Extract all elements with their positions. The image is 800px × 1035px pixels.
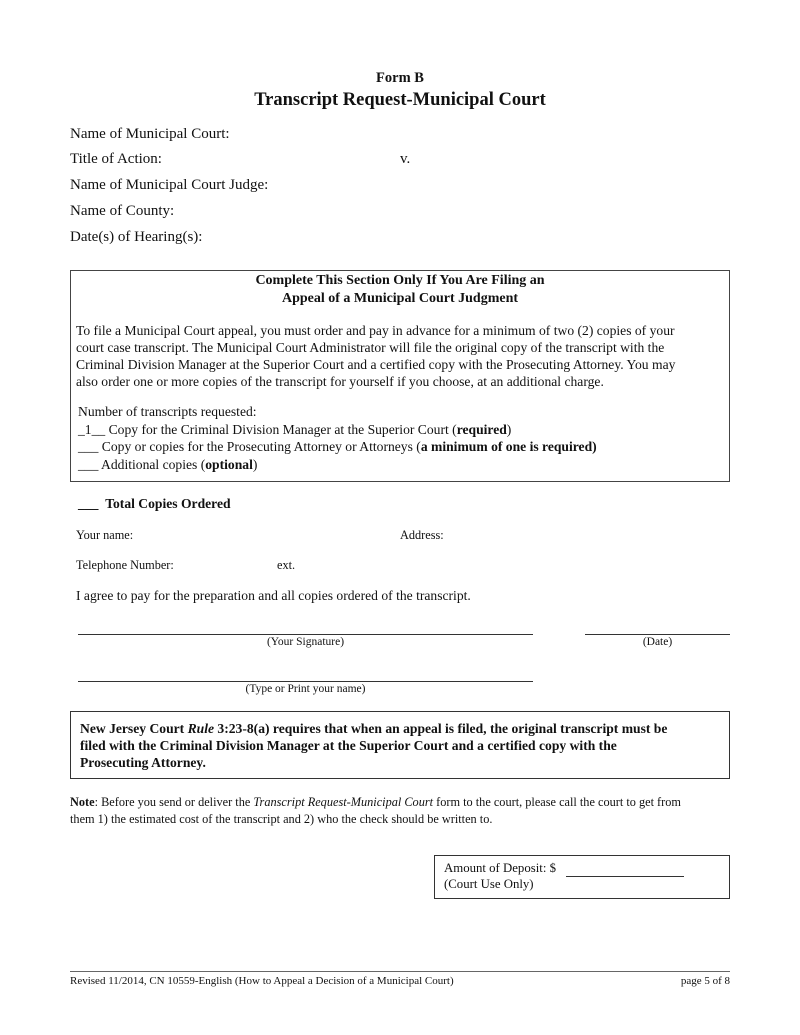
item-end: ) (252, 457, 258, 472)
deposit-amount-line[interactable] (566, 876, 684, 877)
total-copies (78, 496, 231, 512)
telephone-label: Telephone Number: (76, 558, 174, 572)
county-label: Name of County: (70, 203, 175, 219)
your-name-label: Your name: (76, 528, 134, 542)
rule-line-1 (80, 721, 667, 737)
transcript-item-criminal (78, 422, 511, 438)
ext-label: ext. (277, 558, 296, 572)
page-title: Transcript Request-Municipal Court (254, 90, 546, 110)
rule-italic: Rule (187, 721, 215, 736)
printed-name-label: (Type or Print your name) (245, 683, 366, 695)
appeal-heading-1: Complete This Section Only If You Are Filing an (255, 273, 545, 288)
footer-divider (70, 971, 730, 972)
rule-text: New Jersey Court (80, 721, 188, 736)
item-text: Copy or copies for the Prosecuting Attorney or Attorneys ( (101, 439, 421, 454)
rule-line-2: filed with the Criminal Division Manager at the Superior Court and a certified copy with the (80, 738, 617, 753)
rule-text: 3:23-8(a) requires that when an appeal is filed, the original transcript must be (214, 721, 668, 736)
item-text: Additional copies ( (101, 457, 206, 472)
signature-line[interactable] (78, 634, 533, 635)
appeal-paragraph-line: To file a Municipal Court appeal, you must order and pay in advance for a minimum of two (2) copies of your (76, 323, 675, 338)
title-of-action-label: Title of Action: (70, 151, 162, 167)
footer-revision: Revised 11/2014, CN 10559-English (How to Appeal a Decision of a Municipal Court) (70, 975, 454, 987)
signature-label: (Your Signature) (266, 636, 345, 648)
court-name-label: Name of Municipal Court: (70, 126, 230, 142)
printed-name-line[interactable] (78, 681, 533, 682)
deposit-amount-label: Amount of Deposit: $ (444, 861, 556, 875)
copies-blank[interactable]: ___ (78, 439, 99, 454)
transcript-item-additional (78, 457, 257, 473)
hearing-dates-label: Date(s) of Hearing(s): (70, 229, 203, 245)
page-number: page 5 of 8 (680, 975, 730, 987)
rule-line-3: Prosecuting Attorney. (80, 755, 206, 770)
note-form-name: Transcript Request-Municipal Court (253, 795, 434, 809)
transcript-item-prosecutor (78, 439, 597, 455)
item-text: Copy for the Criminal Division Manager at the Superior Court ( (108, 422, 457, 437)
date-line[interactable] (585, 634, 730, 635)
note-line-1 (70, 795, 681, 810)
number-requested-label: Number of transcripts requested: (78, 404, 257, 419)
date-label: (Date) (642, 636, 673, 648)
agreement-text: I agree to pay for the preparation and all copies ordered of the transcript. (76, 588, 471, 603)
copies-blank[interactable]: ___ (78, 457, 99, 472)
form-label: Form B (376, 70, 424, 86)
judge-label: Name of Municipal Court Judge: (70, 177, 269, 193)
total-blank[interactable]: ___ (78, 496, 99, 511)
item-bold: a minimum of one is required) (420, 439, 597, 454)
note-text: : Before you send or deliver the (94, 795, 254, 809)
appeal-paragraph-line: court case transcript. The Municipal Court Administrator will file the original copy of the transcript with the (76, 340, 665, 355)
appeal-paragraph-line: Criminal Division Manager at the Superior Court and a certified copy with the Prosecuting Attorney. You may (76, 357, 676, 372)
total-label: Total Copies Ordered (105, 496, 231, 511)
appeal-paragraph-line: also order one or more copies of the transcript for yourself if you choose, at an additional charge. (76, 374, 604, 389)
note-text: form to the court, please call the court to get from (433, 795, 681, 809)
item-end: ) (506, 422, 512, 437)
address-label: Address: (400, 528, 444, 542)
versus-label: v. (400, 151, 411, 167)
appeal-heading-2: Appeal of a Municipal Court Judgment (281, 291, 519, 306)
copies-blank[interactable]: _1__ (78, 422, 106, 437)
item-bold: optional (205, 457, 253, 472)
note-line-2: them 1) the estimated cost of the transcript and 2) who the check should be written to. (70, 812, 493, 826)
item-bold: required (456, 422, 507, 437)
court-use-label: (Court Use Only) (444, 877, 534, 891)
note-label: Note (70, 795, 95, 809)
